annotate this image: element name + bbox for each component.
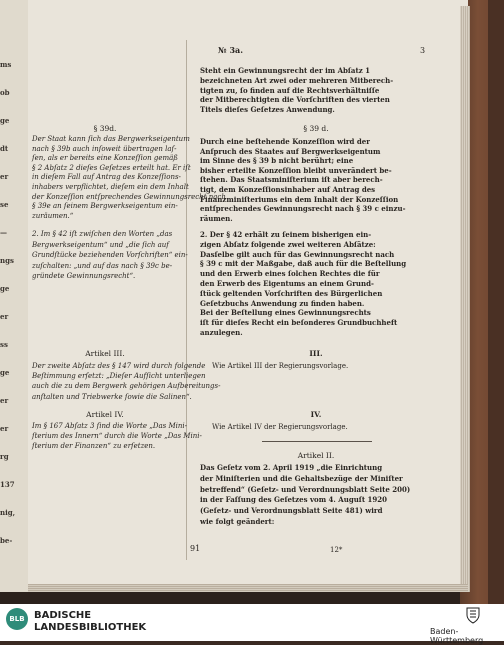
right-art4-heading: IV. [310,410,322,419]
text-line: ſterium des Innern“ durch die Worte „Das Mini- [32,432,202,441]
text-line: entſprechendes Gewinnungsrecht nach § 39 c einzu- [200,204,406,214]
header-page-number: 3 [420,46,426,55]
text-line: tigten zu, ſo finden auf die Rechtsverhältniſſe [200,85,380,95]
signature-mark: 12* [330,546,343,554]
margin-fragment: ms [0,60,12,69]
margin-fragment: dt [0,144,9,153]
text-line: Durch eine beſtehende Konzeſſion wird der [200,137,370,146]
text-line: bisher erteilte Konzeſſion bleibt unverändert be- [200,165,392,175]
margin-fragment: er [0,396,9,405]
text-line: Steht ein Gewinnungsrecht der im Abſatz 1 [200,66,370,75]
text-line: Bei der Beſtellung eines Gewinnungsrechts [200,308,371,318]
text-line: räumen. [200,213,233,223]
text-line: § 2 Abſatz 2 dieſes Geſetzes erteilt hat. Er iſt [32,163,191,172]
right-art2-heading: Artikel II. [297,451,335,460]
text-line: anſtalten und Triebwerke ſowie die Salinen“. [32,392,192,401]
text-line: Beſtimmung erſetzt: „Dieſer Aufſicht unterliegen [32,372,206,381]
library-logo[interactable]: BLB [6,608,28,630]
text-line: § 39e an ſeinem Bergwerkseigentum ein- [32,202,178,211]
text-line: Der zweite Abſatz des § 147 wird durch folgende [32,362,206,370]
text-line: § 39 c mit der Maßgabe, daß auch für die Beſtellung [200,259,407,269]
text-line: der Miniſterien und die Gehaltsbezüge der Miniſter [200,473,403,483]
margin-fragment: se [0,200,9,209]
text-line: wie folgt geändert: [200,517,275,526]
text-line: ſtehen. Das Staatsminiſterium iſt aber berech- [200,175,383,185]
margin-fragment: — [0,228,7,237]
text-line: Das Geſetz vom 2. April 1919 „die Einrichtung [200,463,383,472]
text-line: ſtück geltenden Vorſchriften des Bürgerlichen [200,288,383,298]
library-name-line1[interactable]: BADISCHE [34,610,92,621]
page-bottom-edges [0,584,468,592]
margin-fragment: nig, [0,508,16,517]
margin-fragment: er [0,312,9,321]
text-line: der Mitberechtigten die Vorſchriften des vierten [200,95,390,105]
left-art3-heading: Artikel III. [85,349,125,358]
left-art4-heading: Artikel IV. [86,410,124,419]
text-line: Titels dieſes Geſetzes Anwendung. [200,105,335,115]
right-s39d-heading: § 39 d. [303,124,329,133]
column-divider [186,40,187,560]
margin-fragment: be- [0,536,13,545]
text-line: Finanzminiſteriums ein dem Inhalt der Konzeſſion [200,194,399,204]
text-line: iſt für dieſes Recht ein beſonderes Grundbuchheft [200,318,398,328]
text-line: in dieſem Fall auf Antrag des Konzeſſions- [32,173,181,182]
text-line: zuſchalten: „und auf das nach § 39c be- [32,261,173,270]
state-crest-icon [466,606,480,624]
text-line: ſterium der Finanzen“ zu erſetzen. [32,442,156,451]
region-label: Baden-Württemberg [430,627,484,645]
text-line: und den Erwerb eines ſolchen Rechtes die für [200,269,380,279]
text-line: auch die zu dem Bergwerk gehörigen Aufbereitungs- [32,382,221,391]
text-line: der Konzeſſion entſprechendes Gewinnungsrecht nach [32,192,226,201]
text-line: im Sinne des § 39 b nicht berührt; eine [200,156,354,166]
text-line: 2. Im § 42 iſt zwiſchen den Worten „das [32,230,173,238]
page-edges [460,6,470,592]
margin-fragment: er [0,424,9,433]
page-number: 91 [190,544,201,553]
margin-fragment: 137 [0,480,15,489]
header-mark: № 3a. [218,45,244,55]
margin-fragment: rg [0,452,9,461]
margin-fragment: ob [0,88,10,97]
margin-fragment: ngs [0,256,14,265]
text-line: 2. Der § 42 erhält zu ſeinem bisherigen ein- [200,230,372,239]
text-line: bezeichneten Art zwei oder mehreren Mitberech- [200,75,394,85]
text-line: Der Staat kann ſich das Bergwerkseigentum [32,135,190,143]
left-s39d-heading: § 39d. [93,124,117,133]
text-line: Geſetzbuchs Anwendung zu finden haben. [200,298,365,308]
text-line: Bergwerkseigentum“ und „die ſich auf [32,240,169,249]
text-line: inhabers verpflichtet, dieſem ein dem Inhalt [32,183,189,191]
text-line: Anſpruch des Staates auf Bergwerkseigentum [200,146,381,156]
right-art3-line: Wie Artikel III der Regierungsvorlage. [212,362,349,370]
library-name-line2[interactable]: LANDESBIBLIOTHEK [34,622,147,633]
text-line: Im § 167 Abſatz 3 ſind die Worte „Das Mini- [32,422,187,430]
text-line: zigen Abſatz folgende zwei weiteren Abſätze: [200,239,376,249]
text-line: Dasſelbe gilt auch für das Gewinnungsrecht nach [200,249,395,259]
section-rule [262,441,372,442]
text-line: Grundſtücke beziehenden Vorſchriften“ ein- [32,251,188,260]
margin-fragment: ss [0,340,8,349]
text-line: in der Faſſung des Geſetzes vom 4. Auguſt 1920 [200,495,387,505]
text-line: (Geſetz- und Verordnungsblatt Seite 481) wird [200,506,383,516]
margin-fragment: ge [0,116,10,125]
text-line: nach § 39b auch inſoweit übertragen laſ- [32,144,177,153]
text-line: anzulegen. [200,328,243,337]
text-line: zuräumen.“ [32,211,74,220]
margin-fragment: er [0,172,9,181]
text-line: tigt, dem Konzeſſionsinhaber auf Antrag des [200,185,376,194]
margin-fragment: ge [0,284,10,293]
text-line: gründete Gewinnungsrecht“. [32,272,136,281]
right-art4-line: Wie Artikel IV der Regierungsvorlage. [212,423,348,431]
text-line: ſen, als er bereits eine Konzeſſion gemäß [32,154,178,163]
text-line: betreffend“ (Geſetz- und Verordnungsblatt Seite 200) [200,484,411,494]
margin-fragment: ge [0,368,10,377]
book-cover-edge [488,0,504,604]
text-line: den Erwerb des Eigentums an einem Grund- [200,279,374,288]
right-art3-heading: III. [309,349,323,358]
